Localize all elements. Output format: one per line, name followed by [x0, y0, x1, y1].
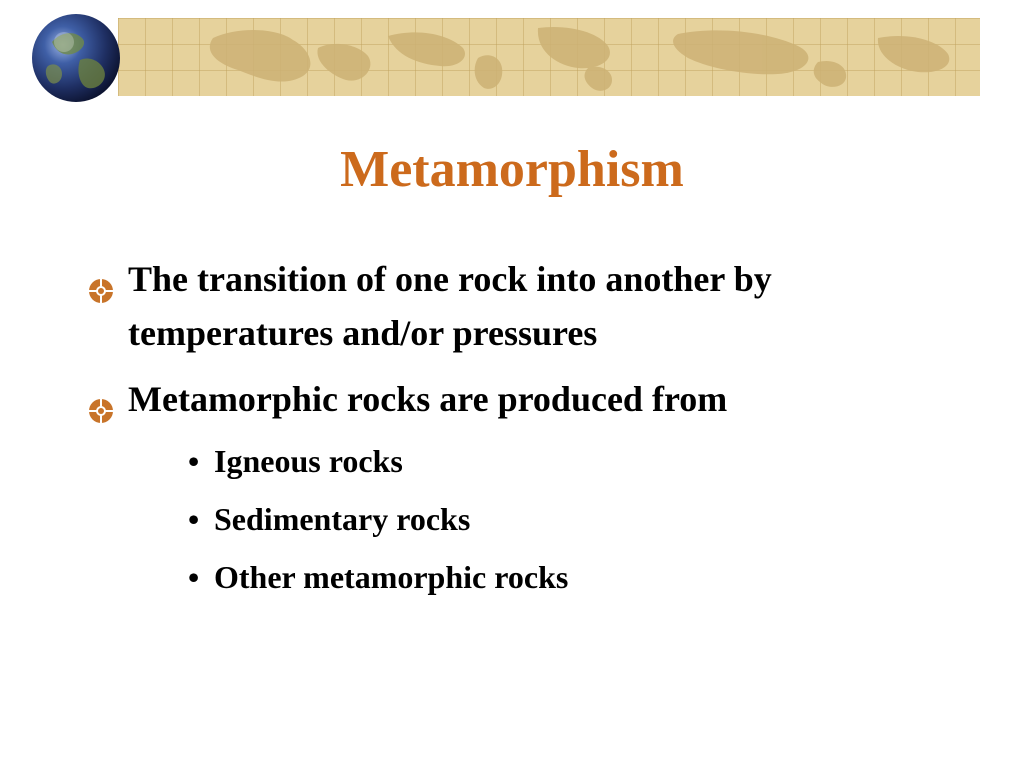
globe-icon — [30, 12, 122, 104]
sub-bullet-text: Sedimentary rocks — [214, 501, 471, 537]
compass-bullet-icon — [88, 265, 114, 291]
sub-bullet-list — [88, 432, 968, 606]
slide-content — [88, 252, 968, 606]
sub-bullet-item-1 — [188, 432, 968, 490]
slide-title: Metamorphism — [340, 141, 684, 198]
bullet-dot: • — [188, 443, 200, 479]
world-map-banner — [118, 18, 980, 96]
bullet-dot: • — [188, 501, 200, 537]
sub-bullet-item-2 — [188, 490, 968, 548]
bullet-dot: • — [188, 559, 200, 595]
sub-bullet-text: Other metamorphic rocks — [214, 559, 569, 595]
sub-bullet-text: Igneous rocks — [214, 443, 403, 479]
sub-bullet-item-3 — [188, 548, 968, 606]
bullet-text: Metamorphic rocks are produced from — [128, 379, 728, 419]
bullet-item-1 — [88, 252, 968, 360]
bullet-text: The transition of one rock into another by temperatures and/or pressures — [128, 259, 772, 353]
world-map-graphic — [118, 18, 980, 96]
compass-bullet-icon — [88, 385, 114, 411]
bullet-item-2 — [88, 372, 968, 426]
